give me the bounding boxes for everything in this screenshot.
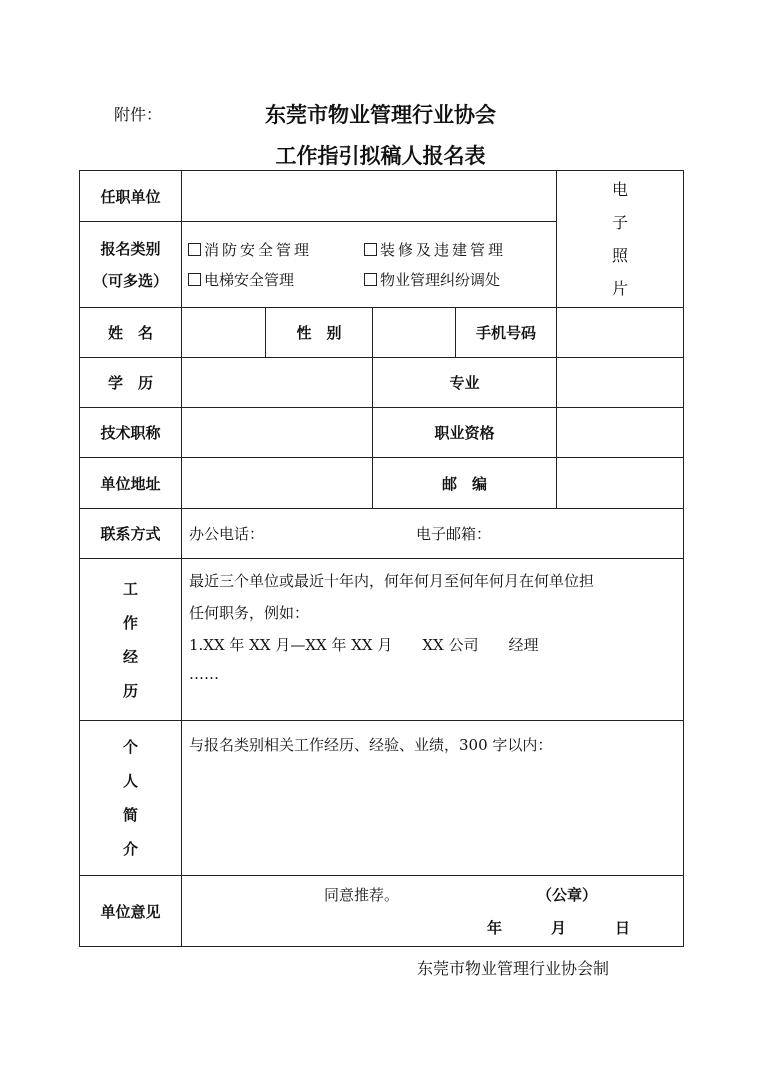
gender-field[interactable] (373, 308, 456, 358)
postcode-label: 邮 编 (373, 458, 557, 509)
qualification-label: 职业资格 (373, 408, 557, 458)
major-label: 专业 (373, 358, 557, 408)
recommend-text: 同意推荐。 (324, 886, 400, 904)
checkbox-icon[interactable] (364, 243, 377, 256)
registration-form-table (79, 170, 684, 947)
contact-fields (182, 509, 684, 559)
seal-text: （公章） (537, 886, 598, 904)
work-history-hint-line: …… (189, 665, 219, 683)
photo-char: 子 (611, 213, 628, 232)
checkbox-icon[interactable] (364, 273, 377, 286)
footer-maker: 东莞市物业管理行业协会制 (417, 959, 610, 978)
email-label[interactable]: 电子邮箱： (416, 525, 492, 543)
form-title-line2: 工作指引拟稿人报名表 (275, 144, 486, 168)
postcode-field[interactable] (557, 458, 684, 509)
checkbox-icon[interactable] (188, 243, 201, 256)
education-field[interactable] (182, 358, 373, 408)
profile-field[interactable] (182, 721, 684, 876)
technical-title-label: 技术职称 (80, 408, 182, 458)
qualification-field[interactable] (557, 408, 684, 458)
category-option-renovation[interactable]: 装修及违建管理 (364, 235, 506, 265)
category-options (182, 222, 557, 308)
photo-box[interactable] (557, 171, 684, 308)
month-label: 月 (551, 919, 567, 937)
unit-opinion-field[interactable] (182, 876, 684, 947)
mobile-label: 手机号码 (456, 308, 557, 358)
work-history-hint-line: 1.XX 年 XX 月—XX 年 XX 月 XX 公司 经理 (189, 636, 539, 654)
work-history-field[interactable] (182, 559, 684, 721)
category-label-line2: （可多选） (92, 271, 168, 290)
profile-label: 个 人 简 介 (80, 721, 182, 876)
unit-opinion-label: 单位意见 (80, 876, 182, 947)
category-option-elevator[interactable]: 电梯安全管理 (188, 265, 364, 295)
category-option-dispute[interactable]: 物业管理纠纷调处 (364, 265, 500, 295)
address-field[interactable] (182, 458, 373, 509)
day-label: 日 (615, 919, 631, 937)
employer-label: 任职单位 (80, 171, 182, 222)
gender-label: 性 别 (266, 308, 373, 358)
name-label: 姓 名 (80, 308, 182, 358)
profile-hint: 与报名类别相关工作经历、经验、业绩，300 字以内： (189, 736, 553, 754)
category-label (80, 222, 182, 308)
office-phone-label[interactable]: 办公电话： (189, 525, 265, 543)
photo-char: 片 (611, 279, 628, 298)
name-field[interactable] (182, 308, 266, 358)
employer-field[interactable] (182, 171, 557, 222)
work-history-hint-line: 最近三个单位或最近十年内，何年何月至何年何月在何单位担 (189, 572, 595, 590)
form-title-line1: 东莞市物业管理行业协会 (265, 103, 496, 127)
attachment-label: 附件： (114, 105, 163, 124)
address-label: 单位地址 (80, 458, 182, 509)
year-label: 年 (487, 919, 503, 937)
photo-char: 照 (611, 246, 628, 265)
work-history-hint-line: 任何职务，例如： (189, 604, 310, 622)
photo-char: 电 (611, 180, 628, 199)
technical-title-field[interactable] (182, 408, 373, 458)
mobile-field[interactable] (557, 308, 684, 358)
category-label-line1: 报名类别 (100, 239, 161, 258)
major-field[interactable] (557, 358, 684, 408)
contact-label: 联系方式 (80, 509, 182, 559)
category-option-fire[interactable]: 消防安全管理 (188, 235, 364, 265)
work-history-label: 工 作 经 历 (80, 559, 182, 721)
checkbox-icon[interactable] (188, 273, 201, 286)
education-label: 学 历 (80, 358, 182, 408)
